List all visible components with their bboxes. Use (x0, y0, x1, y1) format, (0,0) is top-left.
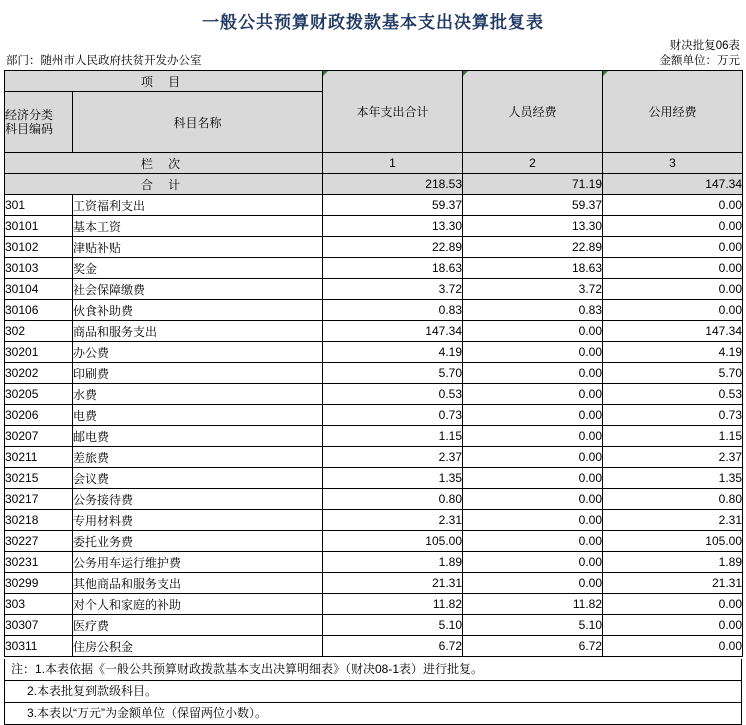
header-econ-class (5, 92, 73, 153)
row-code: 30106 (5, 300, 73, 321)
row-value-2: 0.00 (463, 468, 603, 489)
total-value-2: 71.19 (463, 174, 603, 195)
table-row (5, 468, 743, 489)
row-name: 其他商品和服务支出 (73, 573, 323, 594)
row-value-2: 0.00 (463, 426, 603, 447)
note-line-3: 3.本表以“万元”为金额单位（保留两位小数）。 (27, 706, 268, 720)
row-code: 30227 (5, 531, 73, 552)
row-value-3: 0.00 (603, 237, 743, 258)
row-name: 医疗费 (73, 615, 323, 636)
table-row (5, 258, 743, 279)
row-value-1: 1.35 (323, 468, 463, 489)
row-name: 差旅费 (73, 447, 323, 468)
row-name: 工资福利支出 (73, 195, 323, 216)
table-row (5, 237, 743, 258)
row-value-3: 0.53 (603, 384, 743, 405)
row-value-3: 4.19 (603, 342, 743, 363)
row-code: 30299 (5, 573, 73, 594)
table-row (5, 342, 743, 363)
row-code: 30206 (5, 405, 73, 426)
row-value-2: 0.00 (463, 405, 603, 426)
row-value-3: 0.00 (603, 300, 743, 321)
row-value-3: 0.80 (603, 489, 743, 510)
row-value-3: 147.34 (603, 321, 743, 342)
row-value-1: 1.15 (323, 426, 463, 447)
row-value-1: 2.31 (323, 510, 463, 531)
row-value-1: 3.72 (323, 279, 463, 300)
row-value-3: 21.31 (603, 573, 743, 594)
row-value-1: 0.80 (323, 489, 463, 510)
row-value-1: 147.34 (323, 321, 463, 342)
row-code: 30104 (5, 279, 73, 300)
row-name: 电费 (73, 405, 323, 426)
row-value-1: 11.82 (323, 594, 463, 615)
row-value-2: 3.72 (463, 279, 603, 300)
row-code: 30307 (5, 615, 73, 636)
row-name: 社会保障缴费 (73, 279, 323, 300)
table-row (5, 384, 743, 405)
column-number-row (5, 153, 743, 174)
row-value-1: 21.31 (323, 573, 463, 594)
table-row (5, 510, 743, 531)
row-name: 奖金 (73, 258, 323, 279)
total-value-3: 147.34 (603, 174, 743, 195)
column-number-1: 1 (323, 153, 463, 174)
row-value-2: 22.89 (463, 237, 603, 258)
row-value-2: 0.00 (463, 489, 603, 510)
row-value-1: 105.00 (323, 531, 463, 552)
row-code: 30207 (5, 426, 73, 447)
row-name: 专用材料费 (73, 510, 323, 531)
total-label: 合 计 (5, 174, 323, 195)
row-value-2: 0.00 (463, 342, 603, 363)
table-header-row-1 (5, 71, 743, 92)
row-value-2: 0.00 (463, 573, 603, 594)
row-value-3: 0.73 (603, 405, 743, 426)
notes-block (4, 659, 742, 725)
table-row (5, 321, 743, 342)
row-code: 30102 (5, 237, 73, 258)
row-code: 301 (5, 195, 73, 216)
table-row (5, 279, 743, 300)
row-code: 30217 (5, 489, 73, 510)
row-name: 办公费 (73, 342, 323, 363)
row-code: 30205 (5, 384, 73, 405)
column-row-label: 栏 次 (5, 153, 323, 174)
meta-right (660, 39, 741, 69)
table-row (5, 300, 743, 321)
row-code: 30215 (5, 468, 73, 489)
row-name: 伙食补助费 (73, 300, 323, 321)
form-code: 财决批复06表 (669, 40, 740, 52)
row-name: 委托业务费 (73, 531, 323, 552)
header-econ-class-line1: 经济分类 (5, 108, 54, 122)
row-value-2: 13.30 (463, 216, 603, 237)
row-name: 邮电费 (73, 426, 323, 447)
page-title: 一般公共预算财政拨款基本支出决算批复表 (202, 13, 544, 32)
column-number-3: 3 (603, 153, 743, 174)
table-row (5, 405, 743, 426)
header-col-total: 本年支出合计 (323, 71, 463, 153)
row-code: 30103 (5, 258, 73, 279)
row-value-2: 11.82 (463, 594, 603, 615)
row-name: 公务接待费 (73, 489, 323, 510)
row-name: 津贴补贴 (73, 237, 323, 258)
row-value-2: 0.00 (463, 447, 603, 468)
note-line-2: 2.本表批复到款级科目。 (5, 681, 741, 703)
row-value-1: 1.89 (323, 552, 463, 573)
row-value-3: 0.00 (603, 615, 743, 636)
row-value-3: 0.00 (603, 258, 743, 279)
row-code: 30218 (5, 510, 73, 531)
row-code: 30211 (5, 447, 73, 468)
row-name: 商品和服务支出 (73, 321, 323, 342)
department-label: 部门：随州市人民政府扶贫开发办公室 (6, 55, 202, 67)
row-value-3: 0.00 (603, 195, 743, 216)
row-value-3: 0.00 (603, 636, 743, 657)
budget-table (4, 70, 743, 657)
row-code: 30202 (5, 363, 73, 384)
row-value-3: 2.31 (603, 510, 743, 531)
table-row (5, 573, 743, 594)
row-value-1: 0.73 (323, 405, 463, 426)
column-number-2: 2 (463, 153, 603, 174)
table-row (5, 636, 743, 657)
row-code: 302 (5, 321, 73, 342)
table-row (5, 216, 743, 237)
row-code: 30101 (5, 216, 73, 237)
row-value-2: 0.00 (463, 531, 603, 552)
table-row (5, 531, 743, 552)
header-project-group: 项 目 (5, 71, 323, 92)
row-value-1: 22.89 (323, 237, 463, 258)
row-name: 印刷费 (73, 363, 323, 384)
table-row (5, 426, 743, 447)
unit-note: 金额单位：万元 (659, 55, 740, 67)
row-value-1: 5.70 (323, 363, 463, 384)
row-value-1: 6.72 (323, 636, 463, 657)
row-value-1: 0.53 (323, 384, 463, 405)
row-value-3: 1.89 (603, 552, 743, 573)
row-value-3: 2.37 (603, 447, 743, 468)
row-name: 公务用车运行维护费 (73, 552, 323, 573)
table-row (5, 594, 743, 615)
total-value-1: 218.53 (323, 174, 463, 195)
note-line-1: 注：1.本表依据《一般公共预算财政拨款基本支出决算明细表》（财决08-1表）进行批复。 (5, 659, 741, 681)
header-col-personnel: 人员经费 (463, 71, 603, 153)
row-value-1: 5.10 (323, 615, 463, 636)
total-row (5, 174, 743, 195)
header-econ-class-line2: 科目编码 (5, 122, 54, 136)
row-value-2: 0.00 (463, 552, 603, 573)
row-value-2: 5.10 (463, 615, 603, 636)
row-value-1: 18.63 (323, 258, 463, 279)
table-row (5, 447, 743, 468)
row-code: 30231 (5, 552, 73, 573)
row-value-3: 1.15 (603, 426, 743, 447)
header-col-public: 公用经费 (603, 71, 743, 153)
row-value-2: 18.63 (463, 258, 603, 279)
row-value-3: 105.00 (603, 531, 743, 552)
header-subject-name: 科目名称 (73, 92, 323, 153)
row-value-2: 6.72 (463, 636, 603, 657)
row-value-2: 0.00 (463, 363, 603, 384)
table-row (5, 363, 743, 384)
table-row (5, 489, 743, 510)
row-value-1: 4.19 (323, 342, 463, 363)
row-name: 水费 (73, 384, 323, 405)
row-code: 303 (5, 594, 73, 615)
row-name: 基本工资 (73, 216, 323, 237)
row-value-3: 0.00 (603, 216, 743, 237)
table-row (5, 195, 743, 216)
row-value-3: 1.35 (603, 468, 743, 489)
row-value-3: 0.00 (603, 594, 743, 615)
row-value-1: 0.83 (323, 300, 463, 321)
row-code: 30201 (5, 342, 73, 363)
row-value-2: 59.37 (463, 195, 603, 216)
row-name: 住房公积金 (73, 636, 323, 657)
table-row (5, 615, 743, 636)
table-body (5, 71, 743, 657)
row-name: 会议费 (73, 468, 323, 489)
row-value-3: 0.00 (603, 279, 743, 300)
document-meta (4, 39, 742, 69)
row-value-2: 0.00 (463, 321, 603, 342)
table-row (5, 552, 743, 573)
row-value-3: 5.70 (603, 363, 743, 384)
row-value-2: 0.00 (463, 384, 603, 405)
row-value-1: 2.37 (323, 447, 463, 468)
row-value-1: 59.37 (323, 195, 463, 216)
row-code: 30311 (5, 636, 73, 657)
row-value-1: 13.30 (323, 216, 463, 237)
row-value-2: 0.83 (463, 300, 603, 321)
row-value-2: 0.00 (463, 510, 603, 531)
row-name: 对个人和家庭的补助 (73, 594, 323, 615)
